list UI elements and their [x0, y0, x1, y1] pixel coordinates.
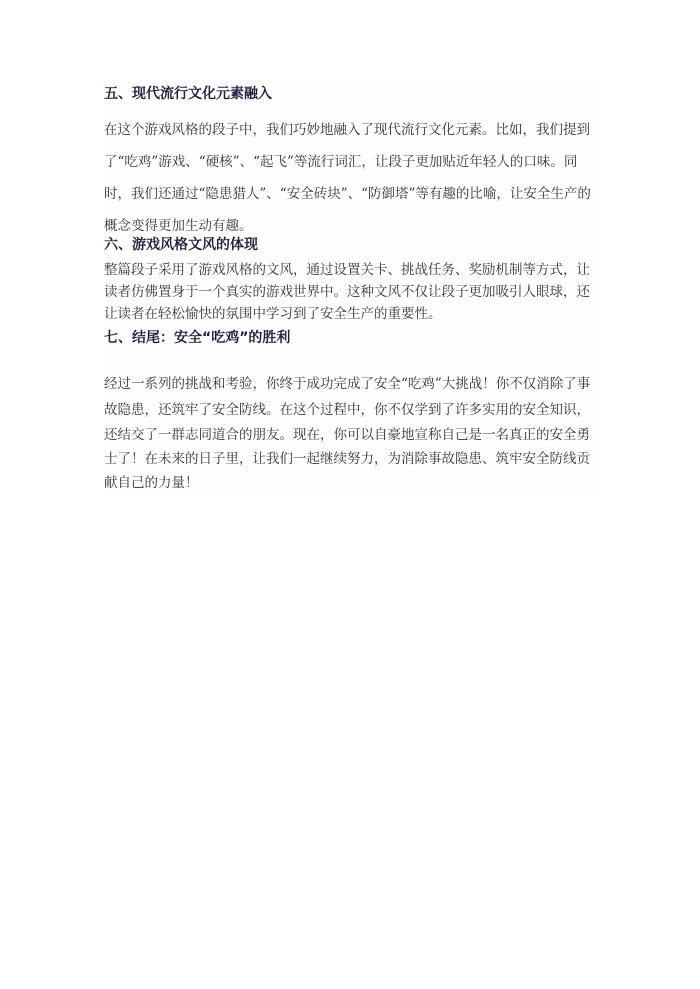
paragraph-line: 在这个游戏风格的段子中，我们巧妙地融入了现代流行文化元素。比如，我们提到	[104, 122, 590, 138]
paragraph-line: 故隐患，还筑牢了安全防线。在这个过程中，你不仅学到了许多实用的安全知识，	[104, 402, 590, 418]
section-paragraph-6	[104, 259, 600, 325]
paragraph-line: 了“吃鸡”游戏、“硬核”、“起飞”等流行词汇，让段子更加贴近年轻人的口味。同	[104, 154, 578, 170]
paragraph-line: 还结交了一群志同道合的朋友。现在，你可以自豪地宣称自己是一名真正的安全勇	[104, 427, 590, 443]
paragraph-line: 概念变得更加生动有趣。	[104, 218, 253, 234]
paragraph-line: 时，我们还通过“隐患猎人”、“安全砖块”、“防御塔”等有趣的比喻，让安全生产的	[104, 186, 591, 202]
paragraph-line: 经过一系列的挑战和考验，你终于成功完成了安全“吃鸡”大挑战！你不仅消除了事	[104, 376, 591, 392]
paragraph-line: 让读者在轻松愉快的氛围中学习到了安全生产的重要性。	[104, 306, 442, 322]
paragraph-line: 献自己的力量！	[104, 475, 199, 491]
document-body	[104, 80, 600, 495]
paragraph-line: 整篇段子采用了游戏风格的文风，通过设置关卡、挑战任务、奖励机制等方式，让	[104, 262, 590, 278]
paragraph-line: 士了！在未来的日子里，让我们一起继续努力，为消除事故隐患、筑牢安全防线贡	[104, 451, 590, 467]
section-heading-7: 七、结尾：安全“吃鸡”的胜利	[104, 330, 291, 346]
paragraph-line: 读者仿佛置身于一个真实的游戏世界中。这种文风不仅让段子更加吸引人眼球，还	[104, 284, 590, 300]
section-heading-6: 六、游戏风格文风的体现	[104, 237, 258, 253]
section-paragraph-7	[104, 371, 600, 495]
section-paragraph-5	[104, 114, 600, 242]
section-heading-5: 五、现代流行文化元素融入	[104, 86, 272, 102]
